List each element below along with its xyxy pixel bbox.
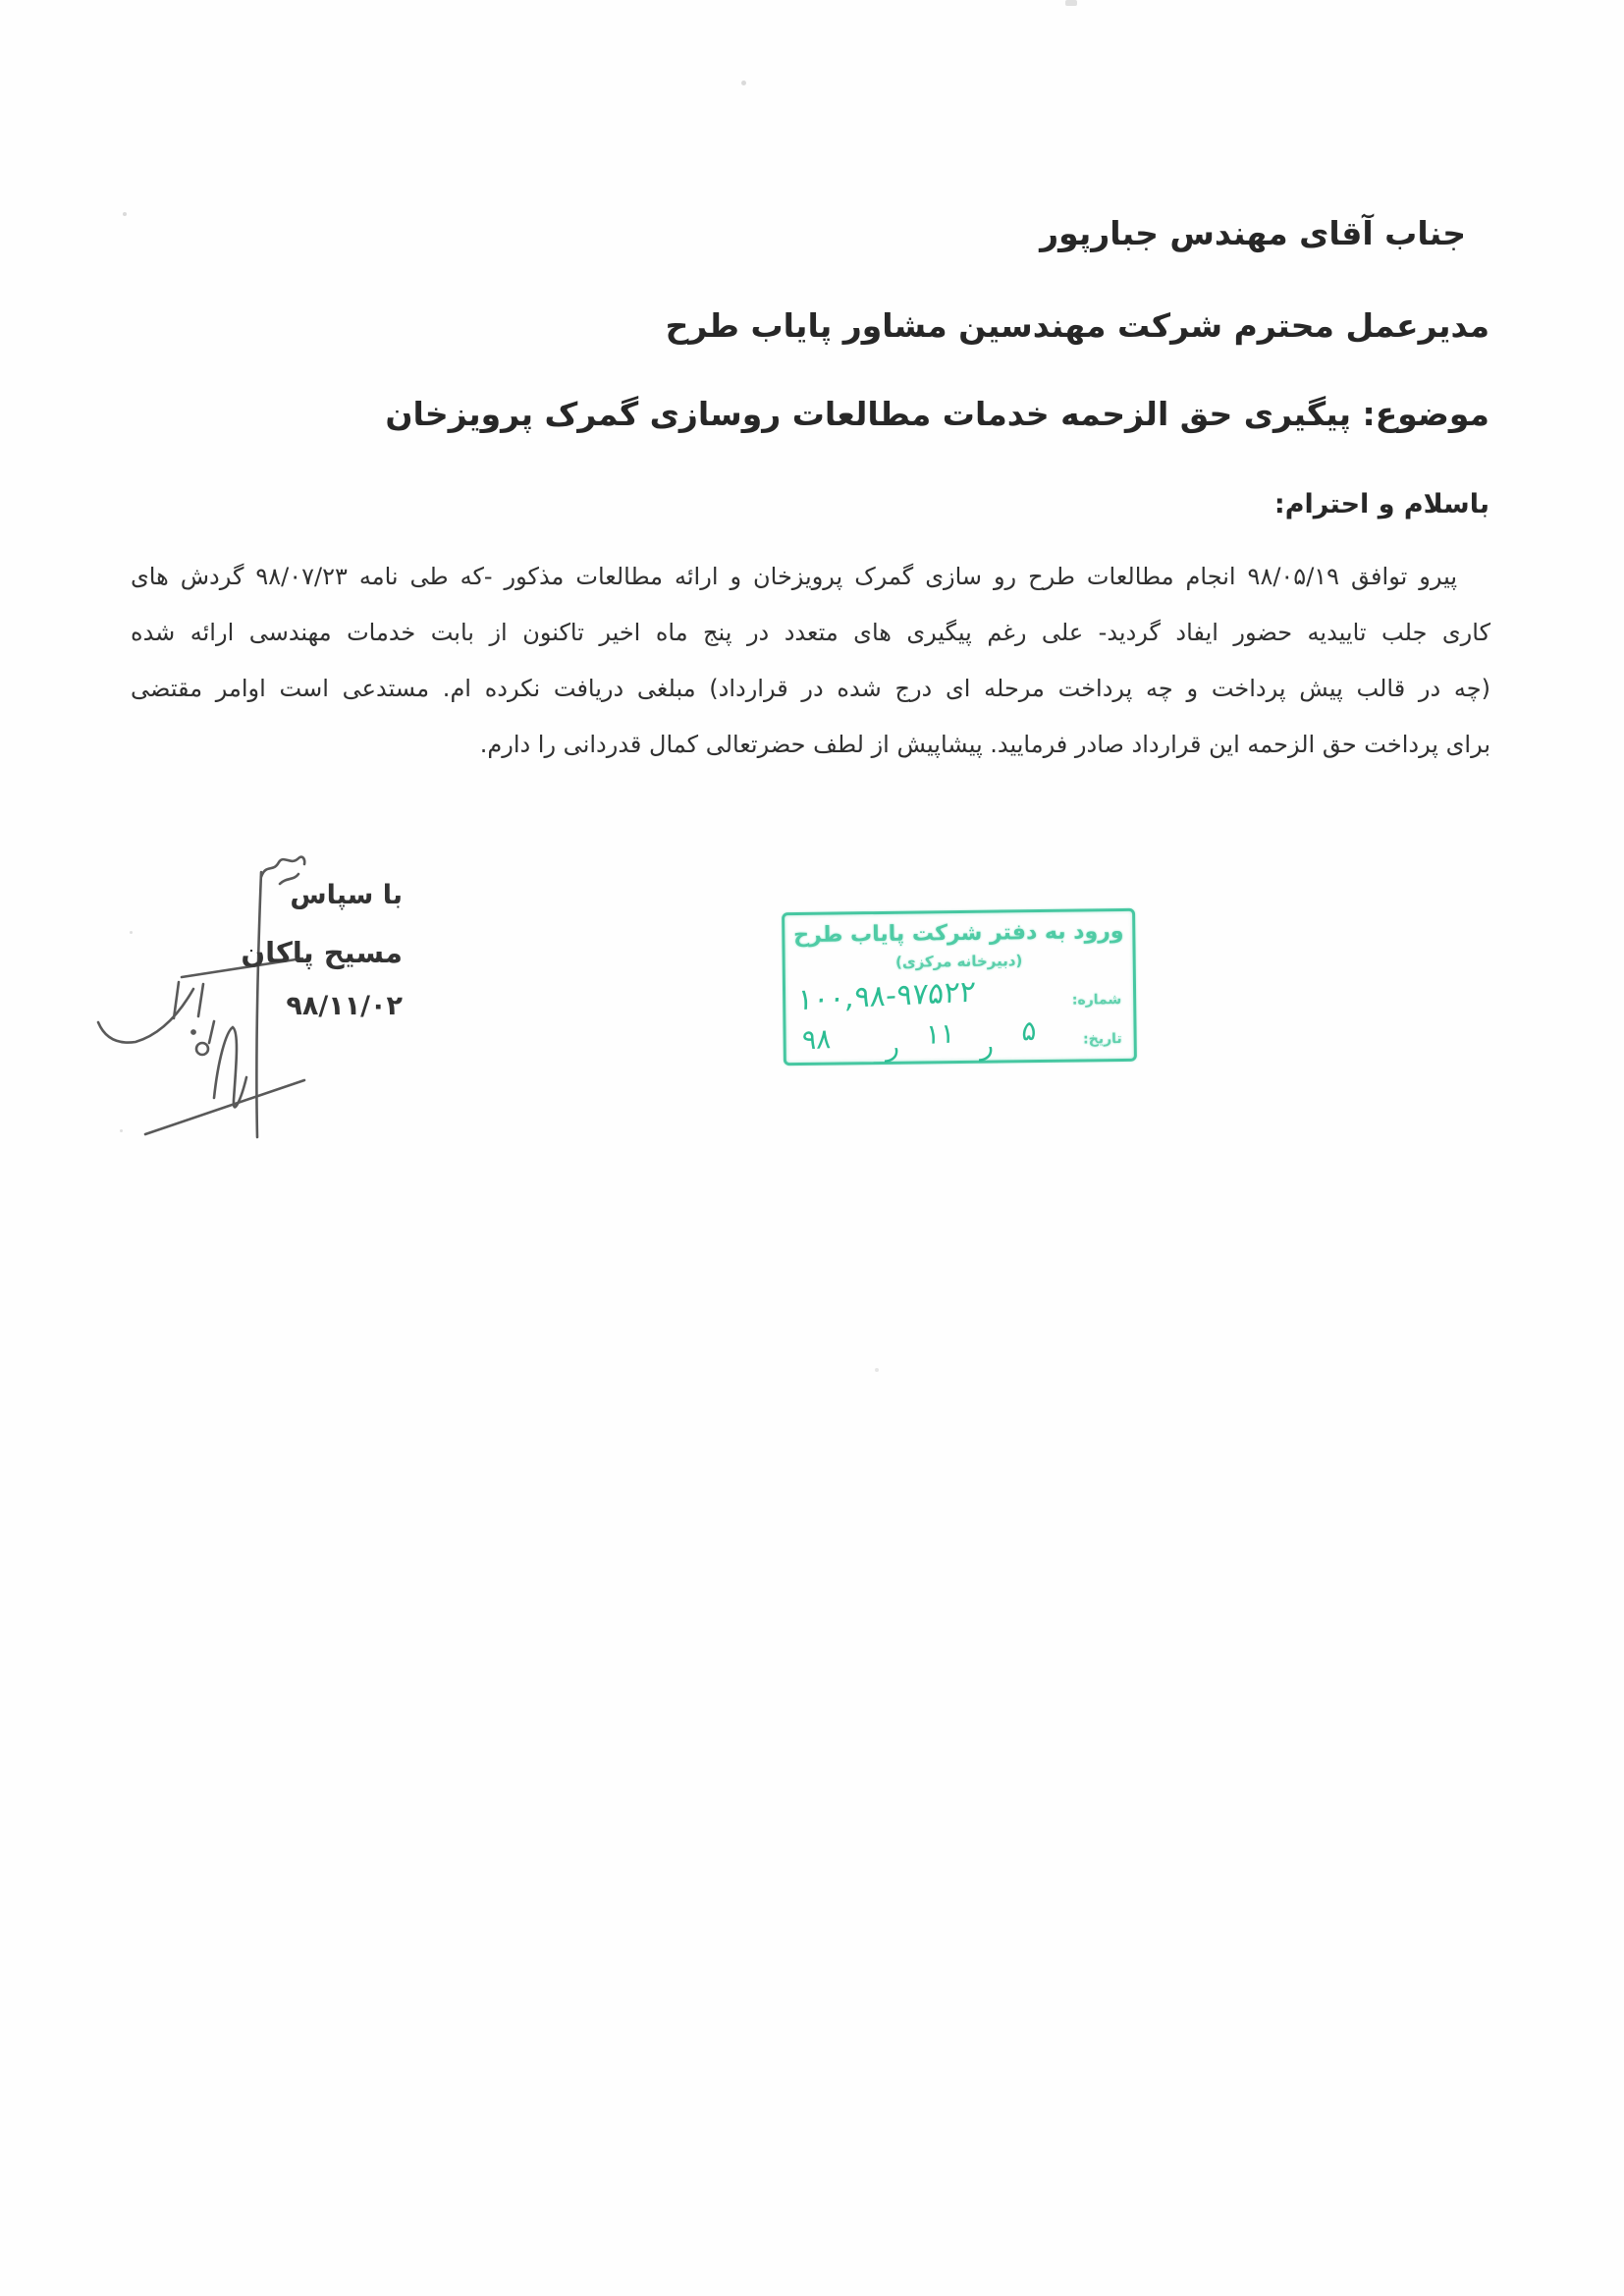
stamp-date-separator: ر <box>980 1028 995 1063</box>
subject-line: موضوع: پیگیری حق الزحمه خدمات مطالعات روسازی گمرک پرویزخان <box>385 395 1489 433</box>
stamp-subtitle: (دبیرخانه مرکزی) <box>894 952 1023 971</box>
handwritten-signature <box>88 840 442 1154</box>
closing-thanks: با سپاس <box>290 880 403 910</box>
stamp-number-label: شماره: <box>1071 991 1122 1009</box>
stamp-date-label: تاریخ: <box>1083 1030 1122 1048</box>
stamp-date-day: ۵ <box>1020 1013 1038 1048</box>
stamp-date-separator: ر <box>886 1029 900 1064</box>
salutation-line: باسلام و احترام: <box>1273 489 1489 519</box>
stamp-title: ورود به دفتر شرکت پایاب طرح <box>792 918 1124 949</box>
stamp-date-month: ۱۱ <box>924 1016 956 1051</box>
entry-stamp <box>782 908 1137 1066</box>
recipient-line: جناب آقای مهندس جبارپور <box>1040 214 1466 252</box>
body-line: کاری جلب تاییدیه حضور ایفاد گردید- علی رغم پیگیری های متعدد در پنج ماه اخیر تاکنون از بابت خدمات مهندسی ارائه شده <box>131 619 1490 646</box>
stamp-number-value: ۱۰۰,۹۸-۹۷۵۲۲ <box>796 974 977 1018</box>
position-line: مدیرعمل محترم شرکت مهندسین مشاور پایاب طرح <box>665 306 1489 345</box>
stamp-content <box>785 911 1134 1063</box>
scan-speck <box>875 1368 879 1372</box>
scan-speck <box>1065 0 1077 6</box>
body-line: برای پرداخت حق الزحمه این قرارداد صادر فرمایید. پیشاپیش از لطف حضرتعالی کمال قدردانی را دارم. <box>479 731 1490 758</box>
signer-name: مسیح پاکان <box>241 936 403 969</box>
scan-speck <box>741 81 746 85</box>
stamp-date-value <box>785 1013 1080 1064</box>
closing-date: ۹۸/۱۱/۰۲ <box>286 991 403 1021</box>
scan-speck <box>123 212 127 216</box>
body-line: پیرو توافق ۹۸/۰۵/۱۹ انجام مطالعات طرح رو سازی گمرک پرویزخان و ارائه مطالعات مذکور -که طی نامه ۹۸/۰۷/۲۳ گردش های <box>131 563 1457 590</box>
stamp-date-year: ۹۸ <box>800 1022 833 1057</box>
body-line: (چه در قالب پیش پرداخت و چه پرداخت مرحله ای درج شده در قرارداد) مبلغی دریافت نکرده ام. مستدعی است اوامر مقتضی <box>131 675 1490 702</box>
